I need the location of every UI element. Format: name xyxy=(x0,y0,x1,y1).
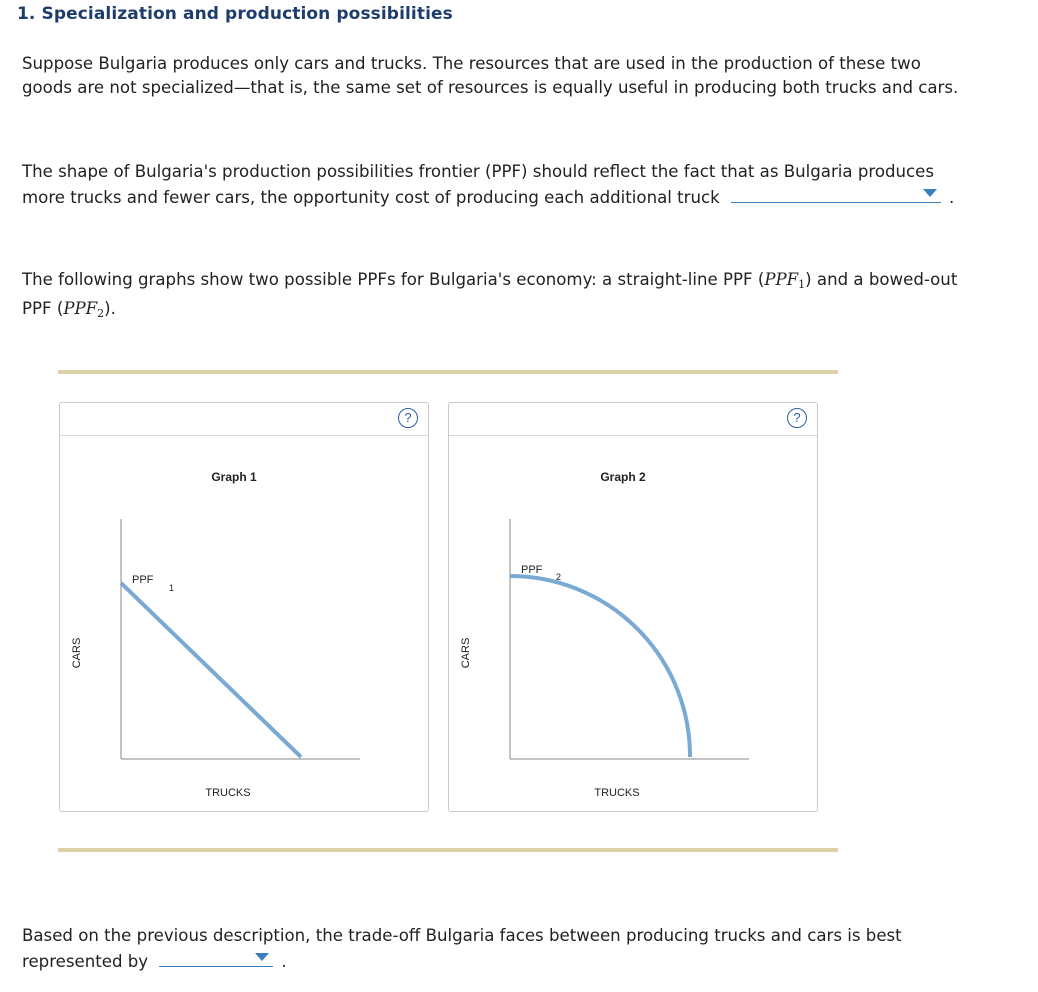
period: . xyxy=(949,188,955,207)
question-heading: 1. Specialization and production possibilities xyxy=(17,4,453,24)
graph-2-x-label: TRUCKS xyxy=(594,787,640,799)
graph-2-ppf-curve xyxy=(510,576,690,757)
chevron-down-icon xyxy=(255,953,269,961)
help-icon[interactable]: ? xyxy=(787,408,807,428)
tradeoff-text: Based on the previous description, the trade-off Bulgaria faces between producing trucks and cars is best represented by xyxy=(22,926,902,971)
help-icon[interactable]: ? xyxy=(398,408,418,428)
graph-1-panel xyxy=(59,402,429,812)
period: . xyxy=(281,952,287,971)
graph-2-y-label: CARS xyxy=(460,637,472,669)
opportunity-cost-text: The shape of Bulgaria's production possibilities frontier (PPF) should reflect the fact that as Bulgaria produces more trucks and fewer cars, the opportunity cost of producing each additional truck xyxy=(22,162,935,207)
tradeoff-paragraph xyxy=(22,924,962,974)
graph-1-plot[interactable] xyxy=(60,435,428,813)
graph-1-ppf-line xyxy=(121,583,301,757)
opportunity-cost-paragraph xyxy=(22,160,962,210)
graph-2-panel xyxy=(448,402,818,812)
graph-1-curve-label: PPF xyxy=(132,574,154,586)
ppf1-label: $PPF_1$ xyxy=(764,270,806,291)
graph-2-plot[interactable] xyxy=(449,435,817,813)
divider-bottom xyxy=(58,848,838,852)
opportunity-cost-dropdown[interactable] xyxy=(731,184,941,203)
intro-paragraph: Suppose Bulgaria produces only cars and trucks. The resources that are used in the production of these two goods are not specialized—that is, the same set of resources is equally useful in producing both trucks and cars. xyxy=(22,54,959,97)
graphs-intro-end: ). xyxy=(104,299,116,318)
graph-1-x-label: TRUCKS xyxy=(205,787,251,799)
graphs-intro-mid: ) and a bowed-out PPF ( xyxy=(22,270,958,318)
graph-2-curve-label: PPF xyxy=(521,564,543,576)
graph-1-toolbar xyxy=(60,403,428,436)
tradeoff-dropdown[interactable] xyxy=(159,948,273,967)
graph-2-title: Graph 2 xyxy=(600,470,646,484)
chevron-down-icon xyxy=(923,189,937,197)
graph-1-curve-sub: 1 xyxy=(169,583,175,593)
graphs-intro-paragraph xyxy=(22,268,962,326)
graph-2-toolbar xyxy=(449,403,817,436)
divider-top xyxy=(58,370,838,374)
graph-1-y-label: CARS xyxy=(71,637,83,669)
graph-2-curve-sub: 2 xyxy=(556,572,562,582)
graphs-intro-text: The following graphs show two possible PPFs for Bulgaria's economy: a straight-line PPF ( xyxy=(22,270,765,289)
graph-1-title: Graph 1 xyxy=(211,470,257,484)
ppf2-label: $PPF_2$ xyxy=(63,299,105,320)
